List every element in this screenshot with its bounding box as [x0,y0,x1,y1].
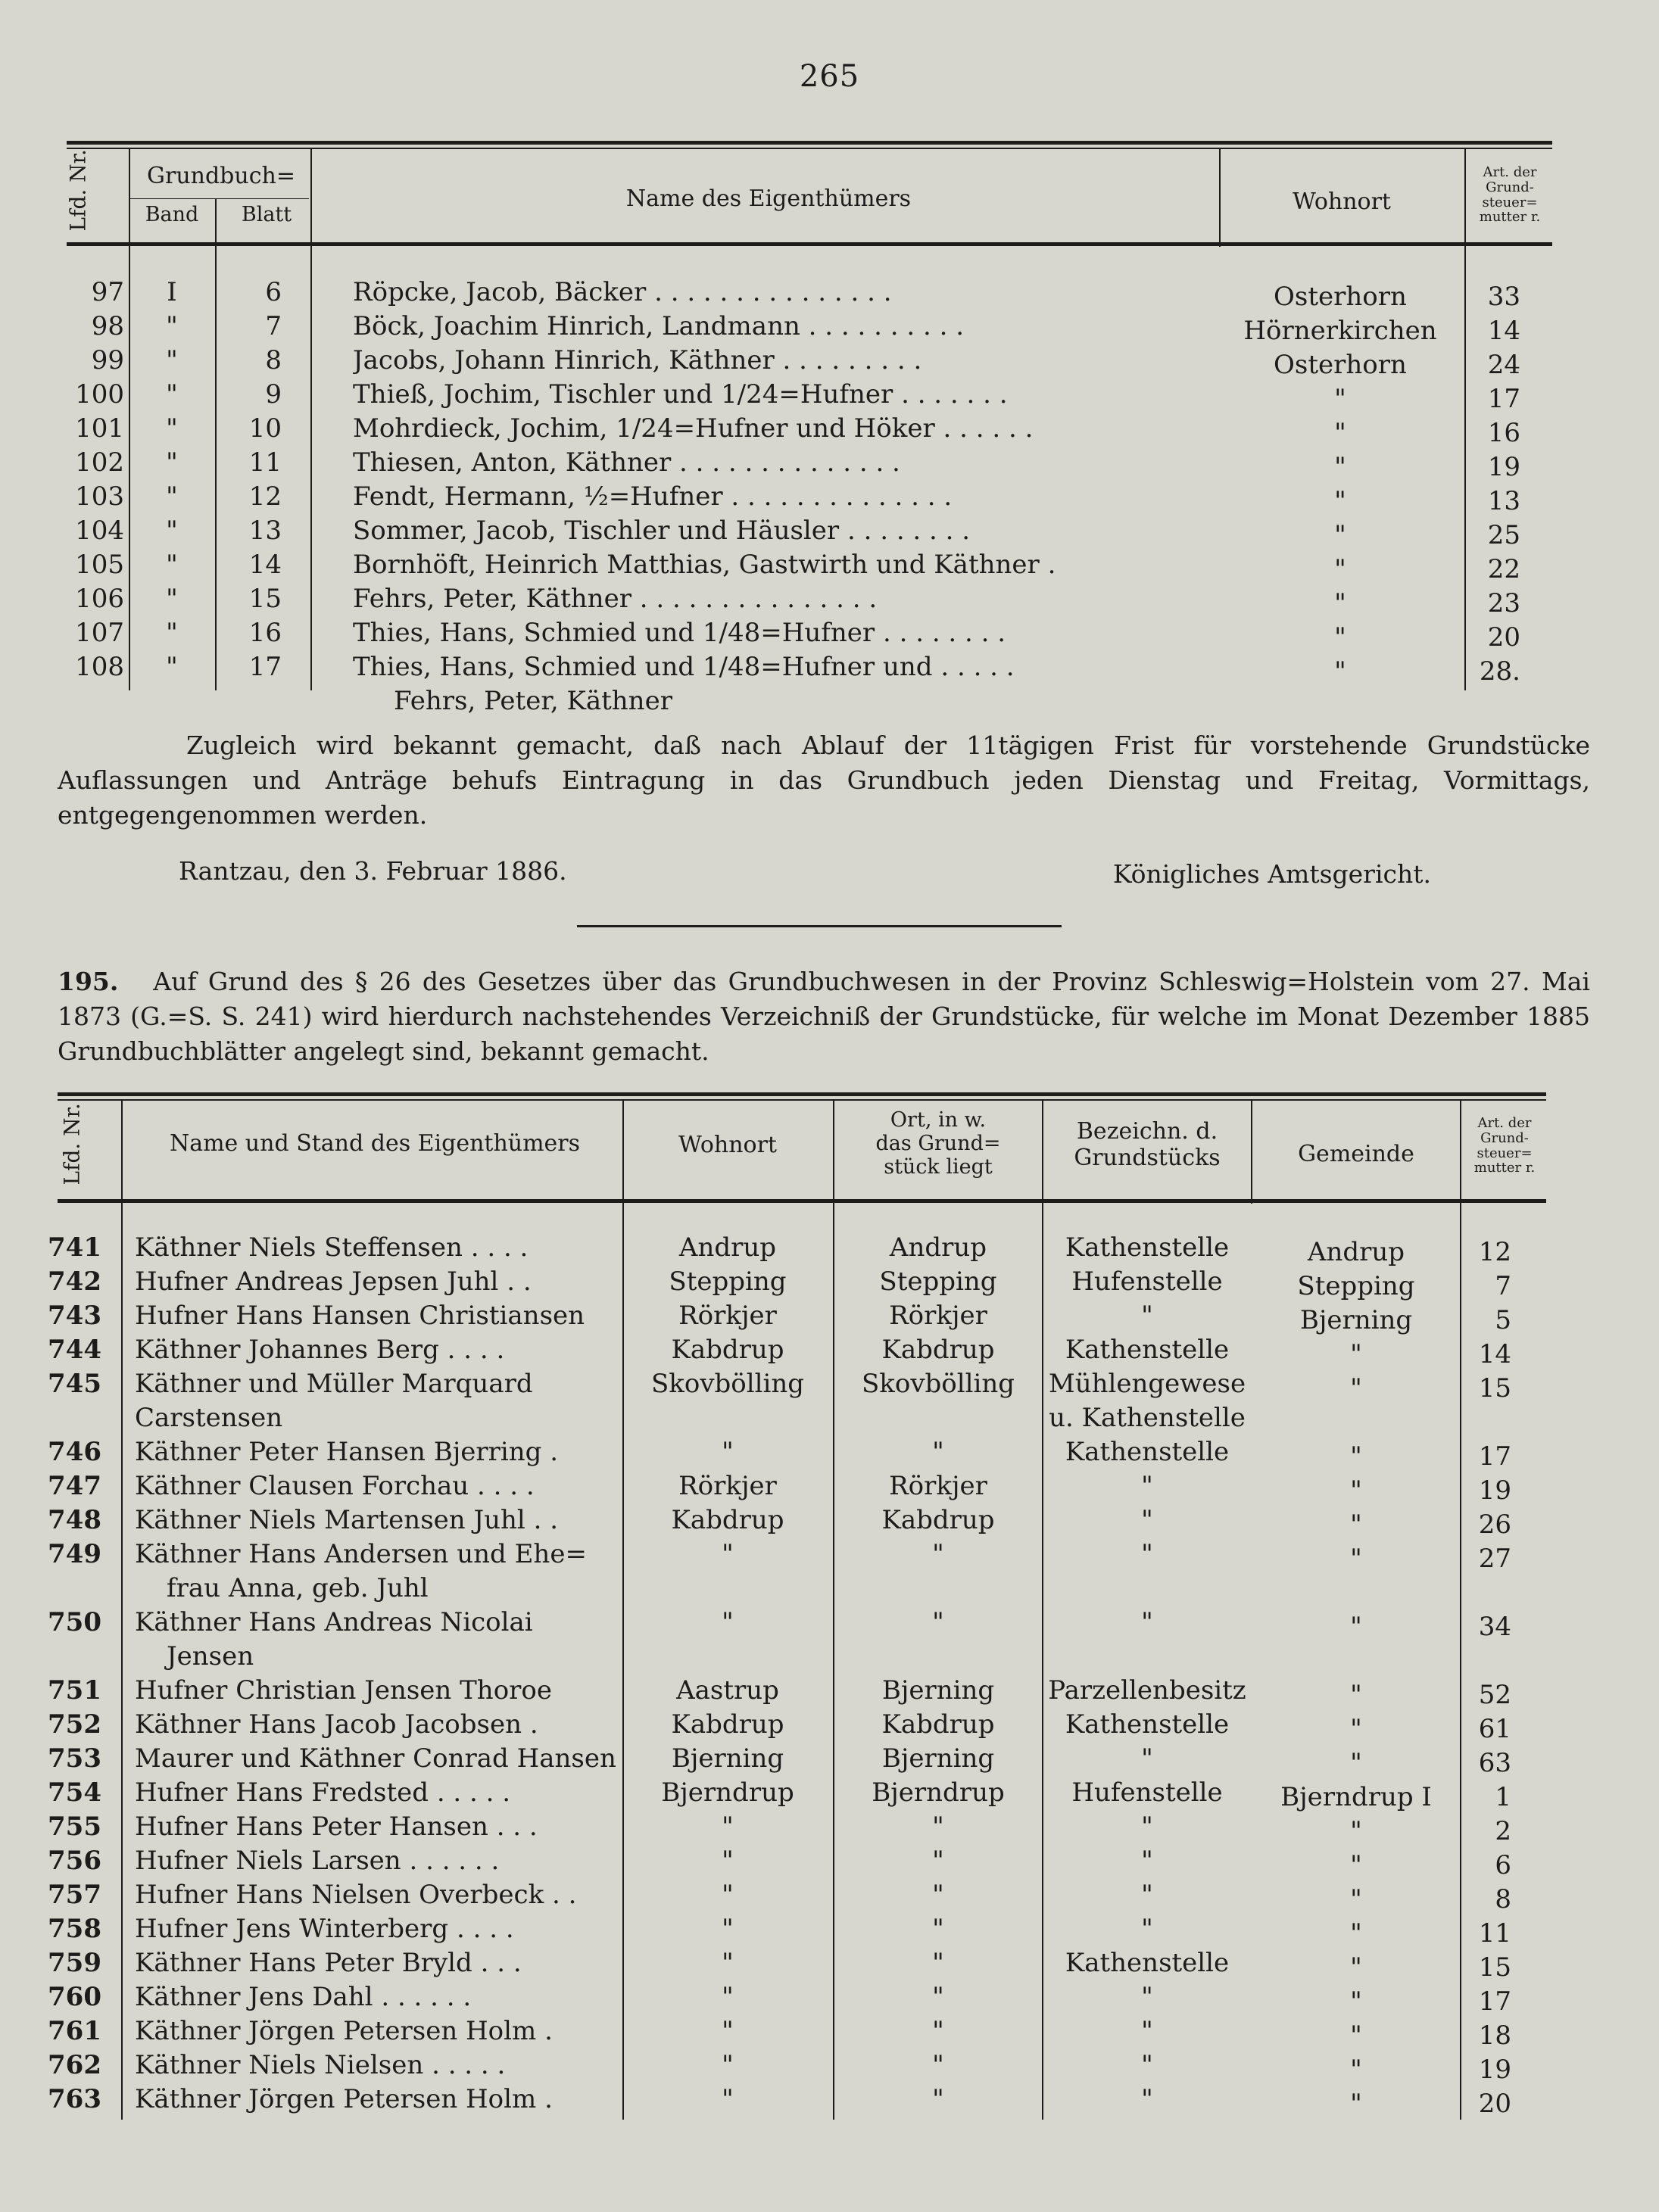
table2-cell-bez: Hufenstelle [1071,1266,1223,1297]
table2-cell-art: 63 [1478,1748,1511,1778]
table2-cell-ort: Bjerning [881,1675,995,1706]
table2-vline [833,1101,834,2120]
table2-cell-nr: 753 [48,1743,101,1774]
table2-cell-gemeinde: " [1350,1952,1362,1983]
table2-cell-art: 26 [1478,1509,1511,1540]
table2-cell-nr: 750 [48,1607,101,1637]
table2-cell-bez: " [1141,1301,1153,1331]
table1-cell-name: Röpcke, Jacob, Bäcker . . . . . . . . . . . . . . . [353,277,892,307]
table1-cell-wohnort: " [1334,588,1346,618]
table1-header-art-line4: mutter r. [1479,209,1541,226]
table1-cell-art: 20 [1487,622,1520,653]
table2-cell-gemeinde: " [1350,2055,1362,2085]
table2-header-bez-line2: Grundstücks [1074,1144,1221,1171]
table2-cell-gemeinde: Bjerndrup I [1280,1782,1432,1812]
table2-cell-name-cont: frau Anna, geb. Juhl [167,1573,429,1603]
place-date: Rantzau, den 3. Februar 1886. [179,856,567,886]
table2-cell-art: 6 [1495,1850,1511,1880]
table2-cell-art: 12 [1478,1237,1511,1267]
table1-cell-blatt: 13 [248,516,282,546]
table2-header-ort-line2: das Grund= [875,1132,1001,1156]
table2-cell-name: Käthner Hans Andreas Nicolai [135,1607,533,1637]
table2-cell-ort: " [932,1437,944,1467]
table2-cell-art: 19 [1478,2055,1511,2085]
table2-cell-nr: 748 [48,1505,101,1535]
table1-cell-blatt: 17 [248,652,282,682]
table2-vline [1042,1101,1043,2120]
table2-cell-wohnort: " [722,1982,734,2012]
table2-cell-wohnort: Aastrup [676,1675,779,1706]
table2-cell-wohnort: Kabdrup [671,1709,784,1740]
table1-cell-band: " [166,550,178,580]
table2-cell-bez: " [1141,1812,1153,1842]
table2-cell-name: Käthner Johannes Berg . . . . [135,1335,505,1365]
table2-cell-ort: Bjerndrup [872,1777,1005,1808]
table1-cell-band: " [166,618,178,648]
table2-cell-bez: " [1141,2016,1153,2046]
table1-cell-name: Thieß, Jochim, Tischler und 1/24=Hufner . . . . . . . [353,379,1008,410]
section-195-number: 195. [58,967,119,996]
table2-cell-name: Hufner Hans Fredsted . . . . . [135,1777,511,1808]
table2-cell-bez: Hufenstelle [1071,1777,1223,1808]
table2-cell-name-cont: Carstensen [135,1403,283,1433]
table2-cell-wohnort: " [722,1914,734,1944]
table1-cell-band: " [166,481,178,512]
table2-cell-wohnort: " [722,2016,734,2046]
table2-cell-ort: " [932,1914,944,1944]
table2-header-bez [1045,1119,1249,1171]
table1-cell-art: 24 [1487,350,1520,380]
table1-cell-nr: 102 [75,447,124,478]
table2-cell-ort: Rörkjer [889,1471,987,1501]
table2-cell-ort: " [932,1982,944,2012]
table2-cell-bez: " [1141,1539,1153,1569]
table2-cell-nr: 759 [48,1948,101,1978]
table2-cell-bez: " [1141,2084,1153,2114]
table2-vline [1251,1101,1252,1204]
table2-cell-name: Käthner Niels Steffensen . . . . [135,1232,529,1263]
table2-cell-ort: Andrup [889,1232,987,1263]
table2-cell-name: Käthner Jörgen Petersen Holm . [135,2084,553,2114]
table2-cell-bez: Kathenstelle [1065,1948,1230,1978]
table2-cell-gemeinde: " [1350,1680,1362,1710]
table2-cell-art: 15 [1478,1952,1511,1983]
table2-cell-ort: Kabdrup [881,1335,995,1365]
table2-cell-bez: Kathenstelle [1065,1232,1230,1263]
table1-cell-band: " [166,311,178,341]
table2-top-rule [58,1092,1546,1096]
table2-cell-gemeinde: Bjerning [1299,1305,1413,1335]
table2-cell-ort: " [932,2016,944,2046]
table2-cell-name: Käthner Clausen Forchau . . . . [135,1471,535,1501]
table1-cell-blatt: 6 [265,277,282,307]
table2-cell-nr: 752 [48,1709,101,1740]
table2-cell-gemeinde: " [1350,1816,1362,1846]
table2-cell-ort: Kabdrup [881,1505,995,1535]
table1-cell-blatt: 8 [265,345,282,375]
table1-cell-blatt: 10 [248,413,282,444]
table1-cell-name: Thies, Hans, Schmied und 1/48=Hufner und . . . . . [353,652,1015,682]
table2-cell-art: 5 [1495,1305,1511,1335]
table1-cell-name: Thies, Hans, Schmied und 1/48=Hufner . . . . . . . . [353,618,1006,648]
table2-cell-name: Hufner Jens Winterberg . . . . [135,1914,514,1944]
table1-cell-art: 17 [1487,384,1520,414]
table2-header-ort [836,1108,1040,1179]
table1-cell-band: " [166,516,178,546]
table2-cell-ort: Bjerning [881,1743,995,1774]
table1-cell-nr: 101 [75,413,124,444]
table2-cell-wohnort: " [722,2050,734,2080]
table2-header-bez-line1: Bezeichn. d. [1076,1118,1218,1145]
table2-cell-gemeinde: " [1350,1544,1362,1574]
table2-cell-bez: Parzellenbesitz [1048,1675,1246,1706]
table2-cell-wohnort: " [722,1539,734,1569]
table1-cell-band: " [166,379,178,410]
table2-cell-gemeinde: " [1350,1986,1362,2017]
table2-cell-wohnort: " [722,2084,734,2114]
table1-vline [1219,148,1221,247]
table2-cell-nr: 743 [48,1301,101,1331]
table2-cell-nr: 757 [48,1880,101,1910]
table2-cell-bez: " [1141,2050,1153,2080]
table1-cell-art: 28. [1479,656,1520,687]
table2-cell-bez: Kathenstelle [1065,1335,1230,1365]
table1-top-rule [67,141,1552,145]
table1-cell-blatt: 12 [248,481,282,512]
table1-cell-wohnort: Osterhorn [1274,350,1407,380]
table2-cell-name: Käthner Hans Andersen und Ehe= [135,1539,587,1569]
table1-cell-wohnort: " [1334,656,1346,687]
table2-cell-nr: 742 [48,1266,101,1297]
table2-cell-ort: Skovbölling [861,1369,1015,1399]
table2-header-art-line3: steuer= [1477,1145,1533,1161]
table1-cell-nr: 104 [75,516,124,546]
table2-cell-gemeinde: " [1350,1918,1362,1949]
table1-header-art-line2: Grund- [1486,179,1534,195]
table2-vline [1460,1101,1461,2120]
table1-header-name: Name des Eigenthümers [625,185,912,212]
table1-cell-name: Thiesen, Anton, Käthner . . . . . . . . . . . . . . [353,447,900,478]
table2-vline [622,1101,624,2120]
table2-cell-bez: " [1141,1982,1153,2012]
table2-cell-wohnort: Skovbölling [650,1369,805,1399]
table2-cell-gemeinde: " [1350,1612,1362,1642]
table1-header-band: Band [145,203,199,226]
table2-cell-ort: " [932,2084,944,2114]
table1-cell-band: " [166,652,178,682]
table1-vline [310,148,312,690]
table1-cell-name: Jacobs, Johann Hinrich, Käthner . . . . . . . . . [353,345,922,375]
table2-cell-nr: 756 [48,1846,101,1876]
table2-cell-gemeinde: " [1350,1509,1362,1540]
table2-cell-art: 27 [1478,1544,1511,1574]
table2-header-art-line2: Grund- [1480,1129,1529,1146]
table2-cell-art: 17 [1478,1986,1511,2017]
table2-cell-name: Käthner Hans Jacob Jacobsen . [135,1709,538,1740]
table2-cell-nr: 761 [48,2016,101,2046]
table2-cell-wohnort: Bjerning [671,1743,784,1774]
table2-cell-wohnort: " [722,1812,734,1842]
table2-cell-name: Hufner Hans Nielsen Overbeck . . [135,1880,577,1910]
table2-cell-gemeinde: " [1350,2089,1362,2119]
table2-vline [121,1101,123,2120]
table2-cell-name: Käthner Niels Nielsen . . . . . [135,2050,506,2080]
table1-header-rule [67,242,1552,246]
table2-cell-gemeinde: " [1350,1850,1362,1880]
table1-header-blatt: Blatt [241,203,292,226]
table2-cell-art: 52 [1478,1680,1511,1710]
table1-vline [1464,148,1466,690]
table1-cell-nr: 103 [75,481,124,512]
table1-cell-nr: 105 [75,550,124,580]
table2-top-rule-thin [58,1099,1546,1101]
table1-header-lfd-nr: Lfd. Nr. [65,149,91,232]
table2-cell-ort: Kabdrup [881,1709,995,1740]
table2-cell-name: Käthner Hans Peter Bryld . . . [135,1948,522,1978]
table2-cell-bez: Mühlengewese [1048,1369,1246,1399]
table2-cell-bez: Kathenstelle [1065,1437,1230,1467]
table2-cell-ort: " [932,1948,944,1978]
table1-cell-name: Mohrdieck, Jochim, 1/24=Hufner und Höker . . . . . . [353,413,1034,444]
table2-cell-art: 19 [1478,1475,1511,1506]
table1-cell-blatt: 11 [248,447,282,478]
table1-cell-art: 16 [1487,418,1520,448]
table1-cell-art: 25 [1487,520,1520,550]
table2-cell-wohnort: Rörkjer [678,1301,777,1331]
table2-header-art-line1: Art. der [1477,1115,1532,1131]
table1-cell-name-cont: Fehrs, Peter, Käthner [394,686,672,716]
table2-cell-name: Maurer und Käthner Conrad Hansen [135,1743,616,1774]
table1-cell-blatt: 16 [248,618,282,648]
table2-cell-gemeinde: " [1350,1475,1362,1506]
table2-header-ort-line1: Ort, in w. [890,1108,987,1132]
table2-cell-name: Käthner Jörgen Petersen Holm . [135,2016,553,2046]
table2-cell-art: 17 [1478,1441,1511,1472]
table1-top-rule-thin [67,148,1552,149]
table2-cell-nr: 763 [48,2084,101,2114]
table1-cell-name: Sommer, Jacob, Tischler und Häusler . . . . . . . . [353,516,971,546]
table1-cell-name: Fendt, Hermann, ½=Hufner . . . . . . . . . . . . . . [353,481,953,512]
table1-cell-art: 14 [1487,316,1520,346]
table2-cell-wohnort: Bjerndrup [661,1777,794,1808]
table2-cell-nr: 747 [48,1471,101,1501]
table2-cell-nr: 755 [48,1812,101,1842]
table2-cell-nr: 744 [48,1335,101,1365]
section-separator [577,925,1062,927]
table2-cell-bez: " [1141,1607,1153,1637]
table2-cell-name-cont: Jensen [167,1641,254,1671]
table1-cell-wohnort: " [1334,622,1346,653]
table1-header-art-line3: steuer= [1482,194,1538,210]
table2-cell-nr: 758 [48,1914,101,1944]
table2-cell-wohnort: " [722,1948,734,1978]
table1-cell-art: 22 [1487,554,1520,584]
table2-cell-name: Hufner Andreas Jepsen Juhl . . [135,1266,532,1297]
table2-cell-bez: Kathenstelle [1065,1709,1230,1740]
table2-header-rule [58,1199,1546,1203]
table2-cell-ort: " [932,1812,944,1842]
table2-header-wohnort: Wohnort [678,1132,777,1158]
table2-cell-art: 8 [1495,1884,1511,1914]
table2-header-name: Name und Stand des Eigenthümers [169,1130,581,1157]
table2-cell-wohnort: " [722,1880,734,1910]
table2-cell-ort: Rörkjer [889,1301,987,1331]
table2-cell-ort: " [932,2050,944,2080]
table2-header-ort-line3: stück liegt [884,1155,993,1179]
table2-cell-wohnort: Stepping [669,1266,787,1297]
section-195-paragraph [58,964,1590,1069]
table2-cell-nr: 746 [48,1437,101,1467]
authority-signature: Königliches Amtsgericht. [1112,859,1431,889]
table1-header-art [1467,165,1552,225]
table2-cell-nr: 754 [48,1777,101,1808]
table2-cell-ort: " [932,1846,944,1876]
table2-cell-name: Käthner Peter Hansen Bjerring . [135,1437,559,1467]
table1-header-art-line1: Art. der [1483,164,1537,180]
table2-cell-bez-cont: u. Kathenstelle [1049,1403,1246,1433]
table1-cell-art: 23 [1487,588,1520,618]
table1-cell-nr: 98 [91,311,124,341]
table1-cell-band: " [166,584,178,614]
table1-cell-wohnort: " [1334,384,1346,414]
table2-cell-art: 7 [1495,1271,1511,1301]
table1-cell-art: 19 [1487,452,1520,482]
table2-cell-bez: " [1141,1505,1153,1535]
table2-cell-bez: " [1141,1914,1153,1944]
table2-cell-name: Hufner Niels Larsen . . . . . . [135,1846,500,1876]
table1-cell-band: I [167,277,177,307]
table1-cell-nr: 108 [75,652,124,682]
table2-cell-gemeinde: " [1350,1884,1362,1914]
table2-cell-wohnort: Rörkjer [678,1471,777,1501]
table2-cell-gemeinde: " [1350,1714,1362,1744]
table2-cell-nr: 751 [48,1675,101,1706]
table2-cell-nr: 749 [48,1539,101,1569]
table2-cell-art: 2 [1495,1816,1511,1846]
table1-cell-band: " [166,345,178,375]
table1-cell-blatt: 15 [248,584,282,614]
table2-cell-gemeinde: Andrup [1307,1237,1405,1267]
table1-vline [215,198,217,690]
table2-cell-ort: Stepping [879,1266,997,1297]
table2-cell-wohnort: " [722,1846,734,1876]
table2-cell-name: Käthner Niels Martensen Juhl . . [135,1505,559,1535]
table2-cell-gemeinde: " [1350,1748,1362,1778]
table2-cell-art: 14 [1478,1339,1511,1369]
table2-cell-gemeinde: Stepping [1297,1271,1415,1301]
table2-cell-ort: " [932,1539,944,1569]
table2-cell-wohnort: " [722,1437,734,1467]
table1-cell-nr: 100 [75,379,124,410]
table2-cell-wohnort: Andrup [678,1232,777,1263]
table2-header-art-line4: mutter r. [1473,1160,1536,1176]
table1-cell-blatt: 7 [265,311,282,341]
table2-cell-name: Käthner Jens Dahl . . . . . . [135,1982,472,2012]
table2-header-art [1463,1116,1546,1176]
table1-cell-name: Bornhöft, Heinrich Matthias, Gastwirth und Käthner . [353,550,1056,580]
table2-cell-ort: " [932,1607,944,1637]
table2-cell-nr: 762 [48,2050,101,2080]
notice-paragraph: Zugleich wird bekannt gemacht, daß nach Ablauf der 11tägigen Frist für vorstehende Grundstücke Auflassungen und Anträge behufs Eintragung in das Grundbuch jeden Dienstag und Freitag, Vormittags, entgegengenommen werden. [58,731,1590,830]
table1-cell-nr: 107 [75,618,124,648]
table1-cell-blatt: 9 [265,379,282,410]
table1-cell-wohnort: " [1334,554,1346,584]
table1-cell-blatt: 14 [248,550,282,580]
table1-cell-wohnort: Hörnerkirchen [1243,316,1437,346]
table2-cell-art: 11 [1478,1918,1511,1949]
table2-cell-bez: " [1141,1743,1153,1774]
table2-cell-nr: 741 [48,1232,101,1263]
table2-cell-art: 34 [1478,1612,1511,1642]
table1-header-wohnort: Wohnort [1293,188,1391,215]
section-195-text: Auf Grund des § 26 des Gesetzes über das Grundbuchwesen in der Provinz Schleswig=Holstein vom 27. Mai 1873 (G.=S. S. 241) wird hierdurch nachstehendes Verzeichniß der Grundstücke, für welche im Monat Dezember 1885 Grundbuchblätter angelegt sind, bekannt gemacht. [58,967,1590,1066]
table1-cell-band: " [166,413,178,444]
table2-cell-wohnort: Kabdrup [671,1335,784,1365]
table2-cell-nr: 745 [48,1369,101,1399]
table2-cell-bez: " [1141,1846,1153,1876]
table2-cell-nr: 760 [48,1982,101,2012]
table2-cell-art: 61 [1478,1714,1511,1744]
page-number: 265 [799,59,860,94]
table2-cell-art: 1 [1495,1782,1511,1812]
table2-cell-bez: " [1141,1880,1153,1910]
table1-cell-nr: 106 [75,584,124,614]
table1-cell-art: 13 [1487,486,1520,516]
table2-cell-gemeinde: " [1350,1339,1362,1369]
table2-cell-name: Hufner Hans Hansen Christiansen [135,1301,585,1331]
table2-header-gemeinde: Gemeinde [1298,1141,1414,1167]
table2-cell-bez: " [1141,1471,1153,1501]
table1-cell-wohnort: Osterhorn [1274,282,1407,312]
table2-cell-art: 20 [1478,2089,1511,2119]
table2-cell-gemeinde: " [1350,1373,1362,1404]
table2-cell-wohnort: " [722,1607,734,1637]
table2-cell-ort: " [932,1880,944,1910]
table1-cell-name: Böck, Joachim Hinrich, Landmann . . . . . . . . . . [353,311,965,341]
table1-cell-nr: 97 [91,277,124,307]
table1-cell-band: " [166,447,178,478]
table2-header-lfd-nr: Lfd. Nr. [59,1103,85,1185]
table2-cell-name: Hufner Hans Peter Hansen . . . [135,1812,538,1842]
table2-cell-art: 18 [1478,2020,1511,2051]
table1-cell-nr: 99 [91,345,124,375]
table1-cell-wohnort: " [1334,418,1346,448]
table2-cell-wohnort: Kabdrup [671,1505,784,1535]
table2-cell-gemeinde: " [1350,2020,1362,2051]
table1-cell-wohnort: " [1334,452,1346,482]
table1-cell-art: 33 [1487,282,1520,312]
table1-cell-wohnort: " [1334,486,1346,516]
table2-cell-art: 15 [1478,1373,1511,1404]
table2-cell-gemeinde: " [1350,1441,1362,1472]
table1-header-grundbuch: Grundbuch= [147,163,295,189]
table1-cell-wohnort: " [1334,520,1346,550]
table2-cell-name: Hufner Christian Jensen Thoroe [135,1675,553,1706]
table2-cell-name: Käthner und Müller Marquard [135,1369,533,1399]
table1-cell-name: Fehrs, Peter, Käthner . . . . . . . . . . . . . . . [353,584,878,614]
table1-header-grundbuch-underline [130,198,309,199]
